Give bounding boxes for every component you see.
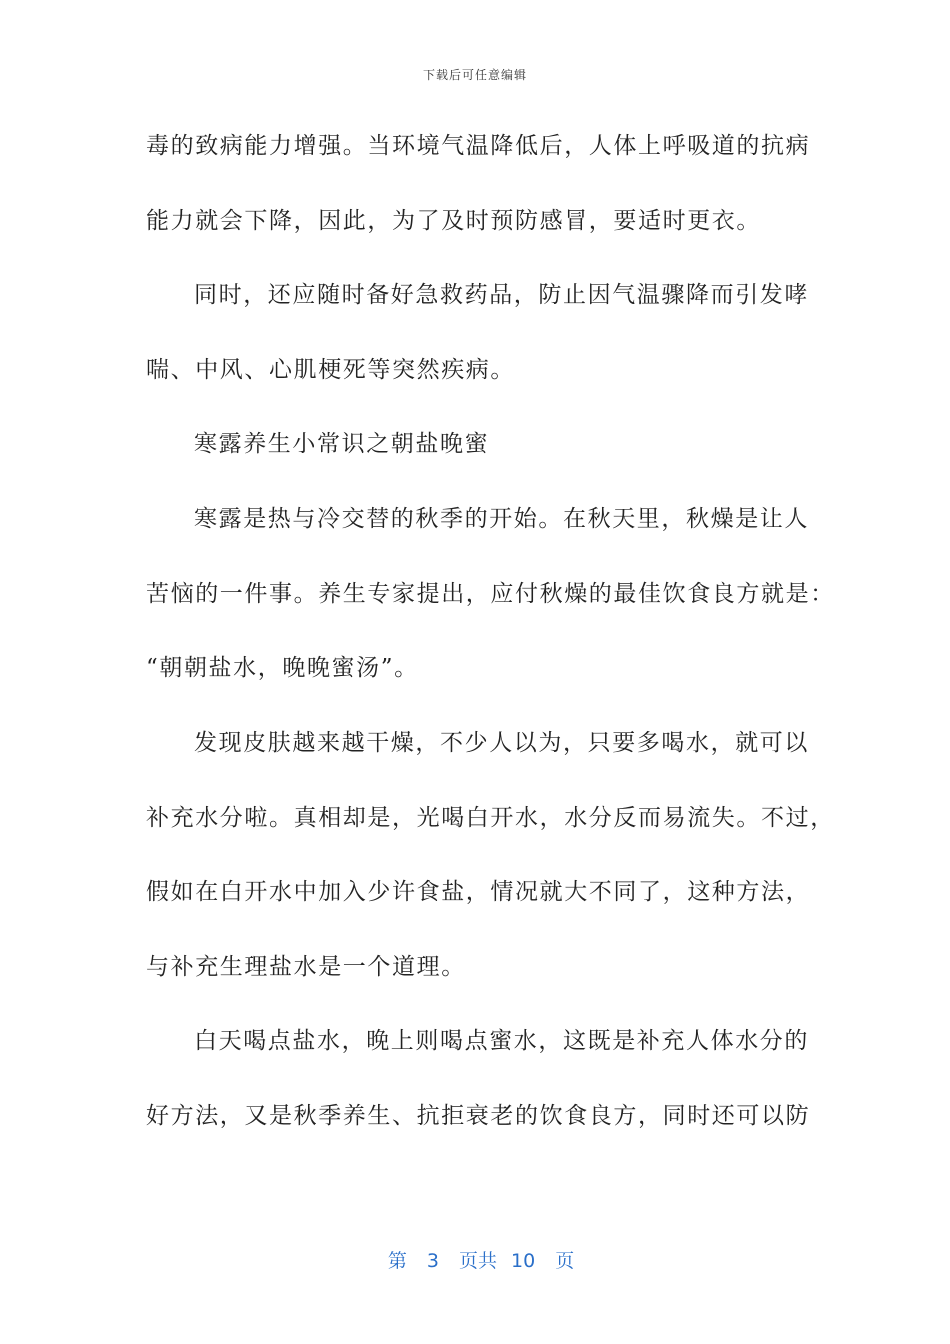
- page-footer: [0, 1224, 950, 1273]
- footer-prefix: 第: [387, 1250, 407, 1272]
- section-heading: 寒露养生小常识之朝盐晚蜜: [194, 431, 490, 457]
- page-header: 下载后可任意编辑: [422, 68, 527, 82]
- paragraph-line: 发现皮肤越来越干燥，不少人以为，只要多喝水，就可以: [194, 730, 809, 756]
- paragraph-line: 与补充生理盐水是一个道理。: [146, 954, 466, 980]
- paragraph-line: 好方法，又是秋季养生、抗拒衰老的饮食良方，同时还可以防: [146, 1103, 811, 1129]
- paragraph-line: 苦恼的一件事。养生专家提出，应付秋燥的最佳饮食良方就是：: [146, 581, 835, 607]
- paragraph-line: 毒的致病能力增强。当环境气温降低后，人体上呼吸道的抗病: [146, 133, 811, 159]
- paragraph-line: 能力就会下降，因此，为了及时预防感冒，要适时更衣。: [146, 208, 761, 234]
- paragraph-line: 补充水分啦。真相却是，光喝白开水，水分反而易流失。不过，: [146, 805, 835, 831]
- paragraph-line: 同时，还应随时备好急救药品，防止因气温骤降而引发哮: [194, 282, 809, 308]
- paragraph-line: 寒露是热与冷交替的秋季的开始。在秋天里，秋燥是让人: [194, 506, 809, 532]
- footer-total-pages: 10: [511, 1250, 536, 1272]
- footer-suffix: 页: [555, 1250, 575, 1272]
- paragraph-line: “朝朝盐水，晚晚蜜汤”。: [146, 655, 419, 681]
- paragraph-line: 喘、中风、心肌梗死等突然疾病。: [146, 357, 515, 383]
- paragraph-line: 假如在白开水中加入少许食盐，情况就大不同了，这种方法，: [146, 879, 811, 905]
- paragraph-line: 白天喝点盐水，晚上则喝点蜜水，这既是补充人体水分的: [194, 1028, 809, 1054]
- footer-page-number: 3: [426, 1250, 439, 1272]
- footer-middle: 页共: [458, 1250, 497, 1272]
